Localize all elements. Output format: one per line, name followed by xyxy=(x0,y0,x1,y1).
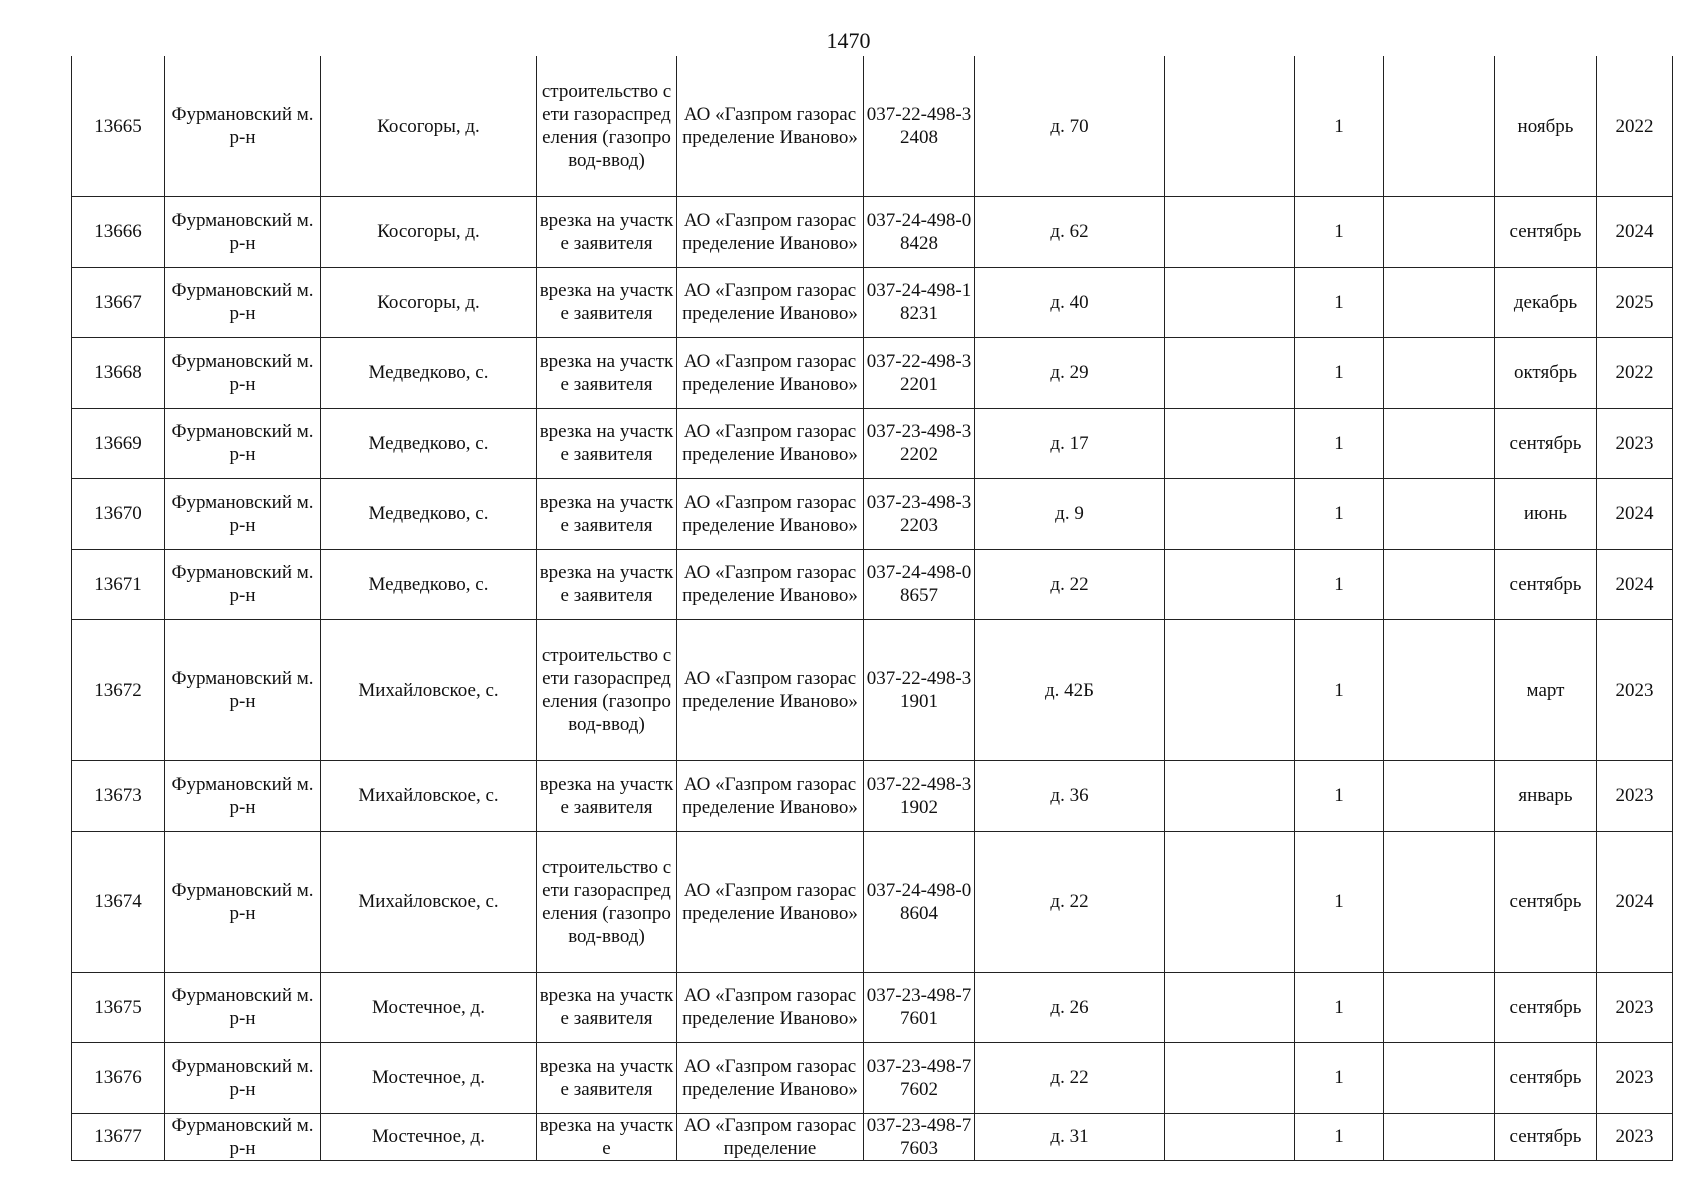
organization-cell: АО «Газпром газораспределение Иваново» xyxy=(677,761,864,832)
row-id-cell: 13677 xyxy=(72,1113,165,1160)
house-number-cell: д. 70 xyxy=(975,56,1165,197)
organization-cell: АО «Газпром газораспределение Иваново» xyxy=(677,831,864,972)
year-cell: 2024 xyxy=(1597,831,1673,972)
house-number-cell: д. 42Б xyxy=(975,620,1165,761)
house-number-cell: д. 22 xyxy=(975,831,1165,972)
empty-cell xyxy=(1384,1043,1495,1114)
organization-cell: АО «Газпром газораспределение Иваново» xyxy=(677,620,864,761)
organization-cell: АО «Газпром газораспределение Иваново» xyxy=(677,338,864,409)
empty-cell xyxy=(1165,549,1295,620)
row-id-cell: 13667 xyxy=(72,267,165,338)
table-row xyxy=(72,972,1673,1043)
table-row xyxy=(72,831,1673,972)
house-number-cell: д. 22 xyxy=(975,1043,1165,1114)
quantity-cell: 1 xyxy=(1295,267,1384,338)
house-number-cell: д. 9 xyxy=(975,479,1165,550)
month-cell: сентябрь xyxy=(1495,197,1597,268)
district-cell: Фурмановский м.р-н xyxy=(165,479,321,550)
organization-cell: АО «Газпром газораспределение Иваново» xyxy=(677,972,864,1043)
settlement-cell: Косогоры, д. xyxy=(321,56,537,197)
year-cell: 2024 xyxy=(1597,479,1673,550)
month-cell: сентябрь xyxy=(1495,1043,1597,1114)
application-code-cell: 037-23-498-77601 xyxy=(864,972,975,1043)
empty-cell xyxy=(1384,972,1495,1043)
year-cell: 2024 xyxy=(1597,197,1673,268)
settlement-cell: Медведково, с. xyxy=(321,338,537,409)
row-id-cell: 13668 xyxy=(72,338,165,409)
settlement-cell: Косогоры, д. xyxy=(321,197,537,268)
empty-cell xyxy=(1165,338,1295,409)
house-number-cell: д. 31 xyxy=(975,1113,1165,1160)
application-code-cell: 037-24-498-18231 xyxy=(864,267,975,338)
quantity-cell: 1 xyxy=(1295,479,1384,550)
row-id-cell: 13671 xyxy=(72,549,165,620)
application-code-cell: 037-23-498-32203 xyxy=(864,479,975,550)
work-type-cell: врезка на участке заявителя xyxy=(537,972,677,1043)
month-cell: октябрь xyxy=(1495,338,1597,409)
month-cell: сентябрь xyxy=(1495,549,1597,620)
quantity-cell: 1 xyxy=(1295,549,1384,620)
work-type-cell: строительство сети газораспределения (газопровод-ввод) xyxy=(537,831,677,972)
empty-cell xyxy=(1165,56,1295,197)
month-cell: июнь xyxy=(1495,479,1597,550)
empty-cell xyxy=(1384,408,1495,479)
empty-cell xyxy=(1384,620,1495,761)
year-cell: 2023 xyxy=(1597,1043,1673,1114)
district-cell: Фурмановский м.р-н xyxy=(165,1113,321,1160)
settlement-cell: Медведково, с. xyxy=(321,479,537,550)
table-row xyxy=(72,479,1673,550)
table-row xyxy=(72,1043,1673,1114)
organization-cell: АО «Газпром газораспределение Иваново» xyxy=(677,267,864,338)
organization-cell: АО «Газпром газораспределение Иваново» xyxy=(677,56,864,197)
month-cell: ноябрь xyxy=(1495,56,1597,197)
year-cell: 2024 xyxy=(1597,549,1673,620)
empty-cell xyxy=(1165,761,1295,832)
month-cell: март xyxy=(1495,620,1597,761)
year-cell: 2023 xyxy=(1597,620,1673,761)
house-number-cell: д. 29 xyxy=(975,338,1165,409)
table-row xyxy=(72,549,1673,620)
application-code-cell: 037-23-498-77603 xyxy=(864,1113,975,1160)
organization-cell: АО «Газпром газораспределение Иваново» xyxy=(677,549,864,620)
table-row xyxy=(72,267,1673,338)
register-table xyxy=(71,56,1673,1161)
month-cell: сентябрь xyxy=(1495,408,1597,479)
quantity-cell: 1 xyxy=(1295,197,1384,268)
application-code-cell: 037-22-498-31902 xyxy=(864,761,975,832)
month-cell: сентябрь xyxy=(1495,831,1597,972)
month-cell: сентябрь xyxy=(1495,972,1597,1043)
work-type-cell: врезка на участке заявителя xyxy=(537,1043,677,1114)
application-code-cell: 037-23-498-32202 xyxy=(864,408,975,479)
empty-cell xyxy=(1165,408,1295,479)
organization-cell: АО «Газпром газораспределение Иваново» xyxy=(677,408,864,479)
work-type-cell: врезка на участке заявителя xyxy=(537,267,677,338)
work-type-cell: врезка на участке заявителя xyxy=(537,408,677,479)
house-number-cell: д. 17 xyxy=(975,408,1165,479)
empty-cell xyxy=(1384,267,1495,338)
empty-cell xyxy=(1165,267,1295,338)
empty-cell xyxy=(1384,197,1495,268)
district-cell: Фурмановский м.р-н xyxy=(165,197,321,268)
row-id-cell: 13676 xyxy=(72,1043,165,1114)
house-number-cell: д. 62 xyxy=(975,197,1165,268)
application-code-cell: 037-22-498-32408 xyxy=(864,56,975,197)
quantity-cell: 1 xyxy=(1295,831,1384,972)
table-row xyxy=(72,197,1673,268)
organization-cell: АО «Газпром газораспределение Иваново» xyxy=(677,197,864,268)
district-cell: Фурмановский м.р-н xyxy=(165,338,321,409)
month-cell: январь xyxy=(1495,761,1597,832)
table-row xyxy=(72,408,1673,479)
work-type-cell: врезка на участке заявителя xyxy=(537,549,677,620)
work-type-cell: врезка на участке заявителя xyxy=(537,197,677,268)
district-cell: Фурмановский м.р-н xyxy=(165,831,321,972)
district-cell: Фурмановский м.р-н xyxy=(165,267,321,338)
row-id-cell: 13673 xyxy=(72,761,165,832)
district-cell: Фурмановский м.р-н xyxy=(165,972,321,1043)
quantity-cell: 1 xyxy=(1295,338,1384,409)
month-cell: сентябрь xyxy=(1495,1113,1597,1160)
empty-cell xyxy=(1165,197,1295,268)
organization-cell: АО «Газпром газораспределение Иваново» xyxy=(677,1043,864,1114)
table-row xyxy=(72,620,1673,761)
quantity-cell: 1 xyxy=(1295,972,1384,1043)
year-cell: 2022 xyxy=(1597,338,1673,409)
empty-cell xyxy=(1165,831,1295,972)
year-cell: 2022 xyxy=(1597,56,1673,197)
district-cell: Фурмановский м.р-н xyxy=(165,408,321,479)
row-id-cell: 13666 xyxy=(72,197,165,268)
table-row xyxy=(72,761,1673,832)
application-code-cell: 037-23-498-77602 xyxy=(864,1043,975,1114)
table-body xyxy=(72,56,1673,1160)
row-id-cell: 13669 xyxy=(72,408,165,479)
work-type-cell: строительство сети газораспределения (газопровод-ввод) xyxy=(537,620,677,761)
row-id-cell: 13675 xyxy=(72,972,165,1043)
settlement-cell: Мостечное, д. xyxy=(321,1043,537,1114)
house-number-cell: д. 26 xyxy=(975,972,1165,1043)
settlement-cell: Михайловское, с. xyxy=(321,761,537,832)
house-number-cell: д. 40 xyxy=(975,267,1165,338)
row-id-cell: 13670 xyxy=(72,479,165,550)
month-cell: декабрь xyxy=(1495,267,1597,338)
district-cell: Фурмановский м.р-н xyxy=(165,56,321,197)
application-code-cell: 037-24-498-08428 xyxy=(864,197,975,268)
year-cell: 2025 xyxy=(1597,267,1673,338)
empty-cell xyxy=(1384,479,1495,550)
work-type-cell: врезка на участке xyxy=(537,1113,677,1160)
settlement-cell: Мостечное, д. xyxy=(321,1113,537,1160)
page-number: 1470 xyxy=(826,28,871,53)
empty-cell xyxy=(1165,1113,1295,1160)
application-code-cell: 037-24-498-08604 xyxy=(864,831,975,972)
empty-cell xyxy=(1165,479,1295,550)
table-row xyxy=(72,338,1673,409)
work-type-cell: врезка на участке заявителя xyxy=(537,761,677,832)
work-type-cell: строительство сети газораспределения (газопровод-ввод) xyxy=(537,56,677,197)
organization-cell: АО «Газпром газораспределение Иваново» xyxy=(677,479,864,550)
empty-cell xyxy=(1384,338,1495,409)
settlement-cell: Косогоры, д. xyxy=(321,267,537,338)
house-number-cell: д. 22 xyxy=(975,549,1165,620)
quantity-cell: 1 xyxy=(1295,761,1384,832)
row-id-cell: 13672 xyxy=(72,620,165,761)
year-cell: 2023 xyxy=(1597,761,1673,832)
empty-cell xyxy=(1384,549,1495,620)
empty-cell xyxy=(1384,831,1495,972)
empty-cell xyxy=(1384,56,1495,197)
settlement-cell: Михайловское, с. xyxy=(321,620,537,761)
application-code-cell: 037-22-498-31901 xyxy=(864,620,975,761)
empty-cell xyxy=(1165,1043,1295,1114)
year-cell: 2023 xyxy=(1597,408,1673,479)
quantity-cell: 1 xyxy=(1295,620,1384,761)
year-cell: 2023 xyxy=(1597,1113,1673,1160)
work-type-cell: врезка на участке заявителя xyxy=(537,338,677,409)
year-cell: 2023 xyxy=(1597,972,1673,1043)
settlement-cell: Медведково, с. xyxy=(321,549,537,620)
empty-cell xyxy=(1165,972,1295,1043)
empty-cell xyxy=(1384,761,1495,832)
application-code-cell: 037-24-498-08657 xyxy=(864,549,975,620)
settlement-cell: Михайловское, с. xyxy=(321,831,537,972)
quantity-cell: 1 xyxy=(1295,56,1384,197)
district-cell: Фурмановский м.р-н xyxy=(165,761,321,832)
quantity-cell: 1 xyxy=(1295,1113,1384,1160)
settlement-cell: Мостечное, д. xyxy=(321,972,537,1043)
row-id-cell: 13674 xyxy=(72,831,165,972)
district-cell: Фурмановский м.р-н xyxy=(165,1043,321,1114)
row-id-cell: 13665 xyxy=(72,56,165,197)
table-row xyxy=(72,1113,1673,1160)
house-number-cell: д. 36 xyxy=(975,761,1165,832)
district-cell: Фурмановский м.р-н xyxy=(165,620,321,761)
empty-cell xyxy=(1165,620,1295,761)
settlement-cell: Медведково, с. xyxy=(321,408,537,479)
application-code-cell: 037-22-498-32201 xyxy=(864,338,975,409)
quantity-cell: 1 xyxy=(1295,1043,1384,1114)
table-row xyxy=(72,56,1673,197)
empty-cell xyxy=(1384,1113,1495,1160)
district-cell: Фурмановский м.р-н xyxy=(165,549,321,620)
work-type-cell: врезка на участке заявителя xyxy=(537,479,677,550)
organization-cell: АО «Газпром газораспределение xyxy=(677,1113,864,1160)
quantity-cell: 1 xyxy=(1295,408,1384,479)
